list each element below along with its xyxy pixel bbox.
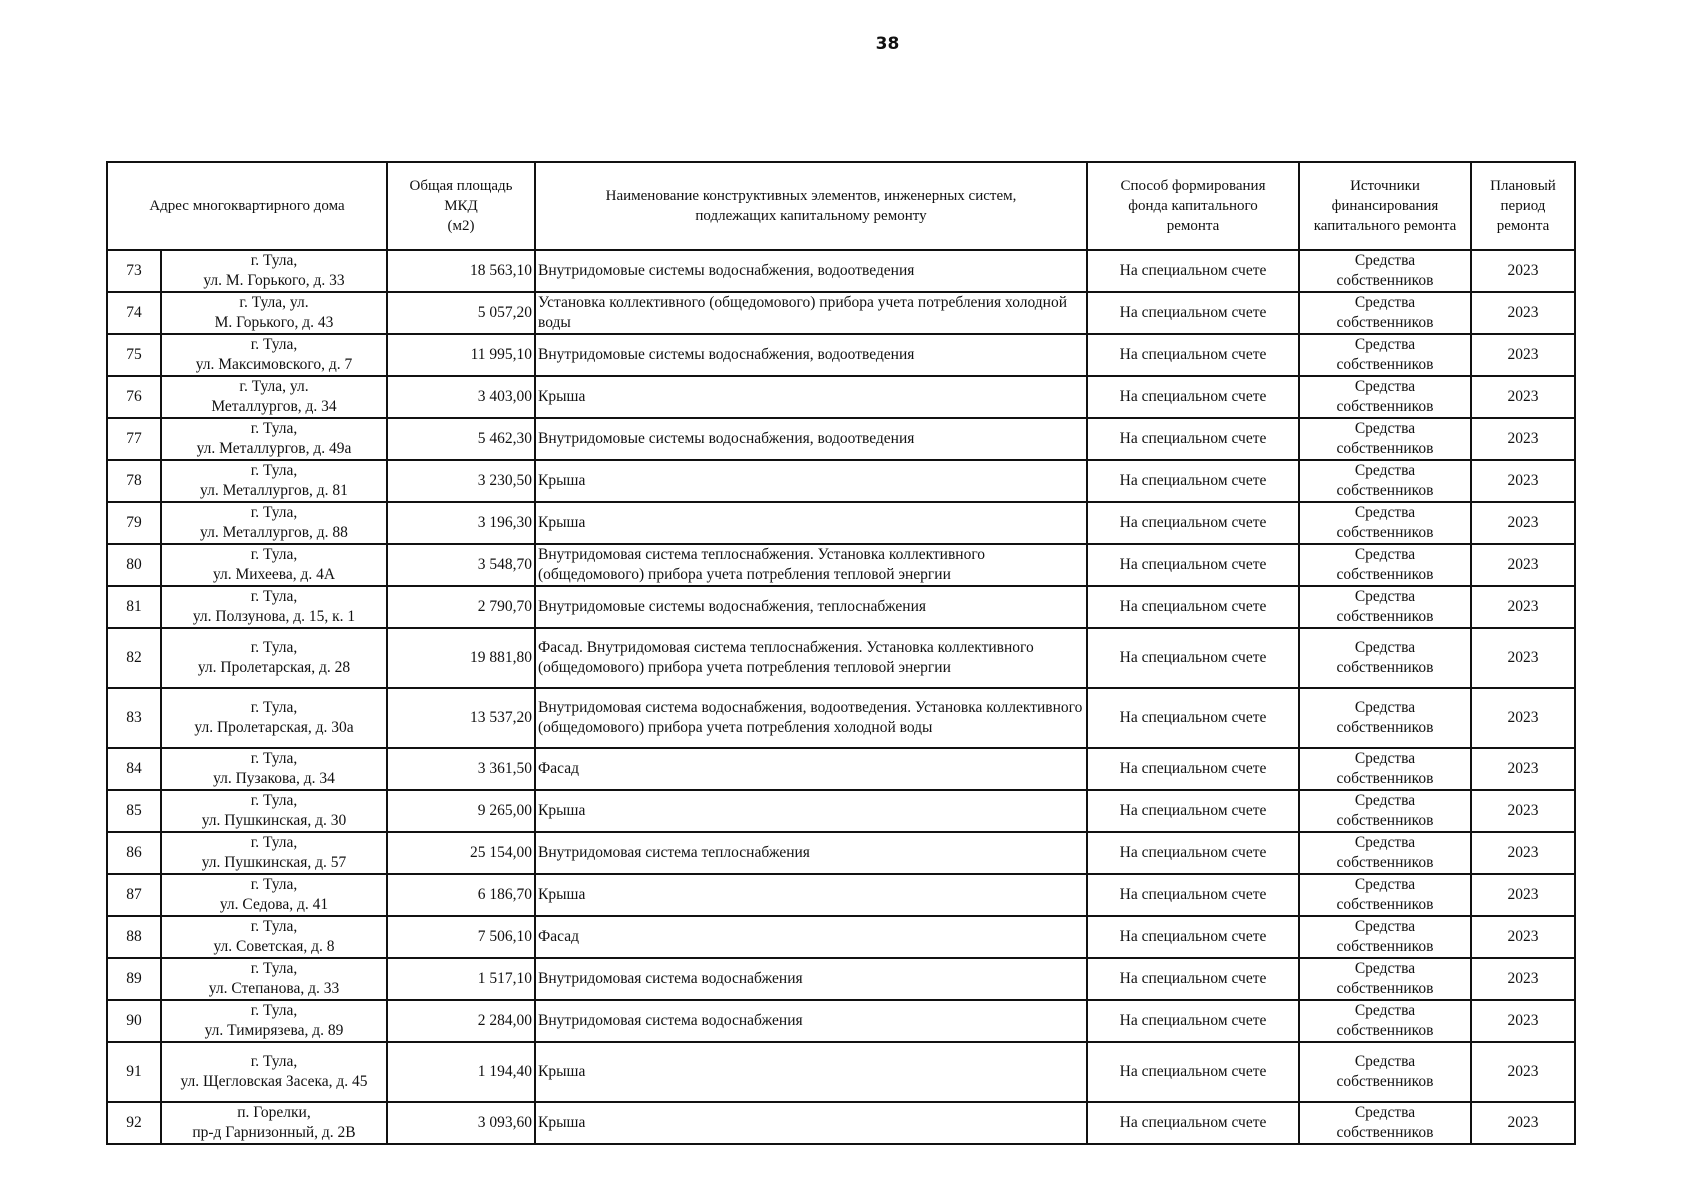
table-row bbox=[107, 1102, 1575, 1144]
row-elements: Внутридомовые системы водоснабжения, водоотведения bbox=[535, 334, 1087, 376]
row-elements: Внутридомовые системы водоснабжения, водоотведения bbox=[535, 250, 1087, 292]
row-source bbox=[1299, 874, 1471, 916]
address-line: г. Тула, bbox=[250, 639, 298, 656]
source-line: собственников bbox=[1336, 566, 1434, 583]
source-line: Средства bbox=[1354, 639, 1416, 656]
row-source bbox=[1299, 1042, 1471, 1102]
address-line: г. Тула, bbox=[250, 336, 298, 353]
row-period: 2023 bbox=[1471, 418, 1575, 460]
row-number: 81 bbox=[107, 586, 161, 628]
row-area: 1 194,40 bbox=[387, 1042, 535, 1102]
row-method: На специальном счете bbox=[1087, 1042, 1299, 1102]
table-body bbox=[107, 250, 1575, 1144]
table-row bbox=[107, 916, 1575, 958]
table-header-row bbox=[107, 162, 1575, 250]
row-address bbox=[161, 292, 387, 334]
address-line: ул. М. Горького, д. 33 bbox=[203, 272, 345, 289]
row-number: 78 bbox=[107, 460, 161, 502]
row-address bbox=[161, 748, 387, 790]
address-line: ул. Пролетарская, д. 28 bbox=[197, 659, 351, 676]
header-method-line: ремонта bbox=[1166, 218, 1220, 234]
table-row bbox=[107, 1042, 1575, 1102]
address-line: ул. Пузакова, д. 34 bbox=[213, 770, 335, 787]
address-line: ул. Степанова, д. 33 bbox=[208, 980, 340, 997]
row-period: 2023 bbox=[1471, 832, 1575, 874]
row-address bbox=[161, 250, 387, 292]
row-source bbox=[1299, 832, 1471, 874]
row-source bbox=[1299, 1000, 1471, 1042]
row-source bbox=[1299, 688, 1471, 748]
address-line: г. Тула, bbox=[250, 1002, 298, 1019]
row-method: На специальном счете bbox=[1087, 832, 1299, 874]
table-row bbox=[107, 376, 1575, 418]
row-area: 3 196,30 bbox=[387, 502, 535, 544]
row-period: 2023 bbox=[1471, 1042, 1575, 1102]
address-line: ул. Ползунова, д. 15, к. 1 bbox=[192, 608, 356, 625]
row-address bbox=[161, 418, 387, 460]
row-method: На специальном счете bbox=[1087, 1102, 1299, 1144]
table-row bbox=[107, 790, 1575, 832]
address-line: ул. Советская, д. 8 bbox=[213, 938, 335, 955]
row-source bbox=[1299, 628, 1471, 688]
row-number: 87 bbox=[107, 874, 161, 916]
row-source bbox=[1299, 1102, 1471, 1144]
row-period: 2023 bbox=[1471, 460, 1575, 502]
row-period: 2023 bbox=[1471, 1102, 1575, 1144]
source-line: Средства bbox=[1354, 504, 1416, 521]
source-line: Средства bbox=[1354, 1002, 1416, 1019]
source-line: Средства bbox=[1354, 420, 1416, 437]
source-line: Средства bbox=[1354, 750, 1416, 767]
header-method-line: Способ формирования bbox=[1120, 178, 1266, 194]
row-period: 2023 bbox=[1471, 586, 1575, 628]
table-row bbox=[107, 958, 1575, 1000]
row-elements: Внутридомовая система водоснабжения bbox=[535, 958, 1087, 1000]
source-line: Средства bbox=[1354, 588, 1416, 605]
row-source bbox=[1299, 250, 1471, 292]
row-elements: Внутридомовая система теплоснабжения bbox=[535, 832, 1087, 874]
row-elements: Крыша bbox=[535, 460, 1087, 502]
row-number: 74 bbox=[107, 292, 161, 334]
address-line: г. Тула, bbox=[250, 588, 298, 605]
row-elements: Внутридомовые системы водоснабжения, водоотведения bbox=[535, 418, 1087, 460]
row-area: 9 265,00 bbox=[387, 790, 535, 832]
row-period: 2023 bbox=[1471, 748, 1575, 790]
row-number: 92 bbox=[107, 1102, 161, 1144]
row-method: На специальном счете bbox=[1087, 250, 1299, 292]
row-source bbox=[1299, 916, 1471, 958]
address-line: ул. Седова, д. 41 bbox=[219, 896, 329, 913]
row-address bbox=[161, 688, 387, 748]
header-source-line: финансирования bbox=[1331, 198, 1439, 214]
row-number: 86 bbox=[107, 832, 161, 874]
address-line: г. Тула, bbox=[250, 252, 298, 269]
source-line: Средства bbox=[1354, 918, 1416, 935]
row-address bbox=[161, 628, 387, 688]
row-area: 5 462,30 bbox=[387, 418, 535, 460]
row-source bbox=[1299, 460, 1471, 502]
address-line: ул. Металлургов, д. 81 bbox=[200, 482, 348, 499]
row-elements: Фасад bbox=[535, 916, 1087, 958]
row-method: На специальном счете bbox=[1087, 292, 1299, 334]
header-area bbox=[387, 162, 535, 250]
table-row bbox=[107, 688, 1575, 748]
row-period: 2023 bbox=[1471, 334, 1575, 376]
address-line: ул. Тимирязева, д. 89 bbox=[204, 1022, 344, 1039]
source-line: Средства bbox=[1354, 699, 1416, 716]
row-source bbox=[1299, 334, 1471, 376]
row-source bbox=[1299, 790, 1471, 832]
source-line: собственников bbox=[1336, 938, 1434, 955]
source-line: Средства bbox=[1354, 546, 1416, 563]
header-source bbox=[1299, 162, 1471, 250]
row-elements: Крыша bbox=[535, 502, 1087, 544]
row-number: 91 bbox=[107, 1042, 161, 1102]
row-source bbox=[1299, 292, 1471, 334]
page-number: 38 bbox=[875, 34, 900, 54]
row-number: 89 bbox=[107, 958, 161, 1000]
row-elements: Внутридомовая система теплоснабжения. Установка коллективного (общедомового) прибора учета потребления тепловой энергии bbox=[535, 544, 1087, 586]
row-address bbox=[161, 832, 387, 874]
source-line: собственников bbox=[1336, 770, 1434, 787]
row-period: 2023 bbox=[1471, 628, 1575, 688]
row-number: 83 bbox=[107, 688, 161, 748]
table-row bbox=[107, 418, 1575, 460]
row-address bbox=[161, 874, 387, 916]
address-line: г. Тула, bbox=[250, 918, 298, 935]
source-line: Средства bbox=[1354, 792, 1416, 809]
row-area: 7 506,10 bbox=[387, 916, 535, 958]
address-line: г. Тула, bbox=[250, 420, 298, 437]
source-line: собственников bbox=[1336, 482, 1434, 499]
row-number: 85 bbox=[107, 790, 161, 832]
row-elements: Крыша bbox=[535, 1042, 1087, 1102]
source-line: Средства bbox=[1354, 378, 1416, 395]
row-number: 77 bbox=[107, 418, 161, 460]
address-line: ул. Щегловская Засека, д. 45 bbox=[180, 1073, 368, 1090]
row-area: 13 537,20 bbox=[387, 688, 535, 748]
row-method: На специальном счете bbox=[1087, 418, 1299, 460]
row-period: 2023 bbox=[1471, 292, 1575, 334]
address-line: ул. Максимовского, д. 7 bbox=[195, 356, 353, 373]
table-row bbox=[107, 250, 1575, 292]
row-area: 3 230,50 bbox=[387, 460, 535, 502]
row-method: На специальном счете bbox=[1087, 916, 1299, 958]
row-address bbox=[161, 376, 387, 418]
address-line: г. Тула, bbox=[250, 834, 298, 851]
table-row bbox=[107, 502, 1575, 544]
address-line: г. Тула, bbox=[250, 876, 298, 893]
header-method-line: фонда капитального bbox=[1128, 198, 1258, 214]
address-line: ул. Михеева, д. 4А bbox=[212, 566, 336, 583]
row-period: 2023 bbox=[1471, 544, 1575, 586]
row-number: 76 bbox=[107, 376, 161, 418]
row-area: 6 186,70 bbox=[387, 874, 535, 916]
source-line: Средства bbox=[1354, 294, 1416, 311]
source-line: собственников bbox=[1336, 1124, 1434, 1141]
table-row bbox=[107, 832, 1575, 874]
row-number: 80 bbox=[107, 544, 161, 586]
row-source bbox=[1299, 502, 1471, 544]
row-period: 2023 bbox=[1471, 250, 1575, 292]
source-line: собственников bbox=[1336, 812, 1434, 829]
source-line: Средства bbox=[1354, 336, 1416, 353]
row-address bbox=[161, 544, 387, 586]
header-period-line: Плановый bbox=[1490, 178, 1556, 194]
address-line: г. Тула, bbox=[250, 504, 298, 521]
row-area: 3 093,60 bbox=[387, 1102, 535, 1144]
row-elements: Крыша bbox=[535, 1102, 1087, 1144]
row-period: 2023 bbox=[1471, 376, 1575, 418]
table-row bbox=[107, 292, 1575, 334]
source-line: собственников bbox=[1336, 1022, 1434, 1039]
row-number: 75 bbox=[107, 334, 161, 376]
row-method: На специальном счете bbox=[1087, 586, 1299, 628]
row-method: На специальном счете bbox=[1087, 502, 1299, 544]
row-area: 1 517,10 bbox=[387, 958, 535, 1000]
table-row bbox=[107, 874, 1575, 916]
row-number: 88 bbox=[107, 916, 161, 958]
source-line: собственников bbox=[1336, 314, 1434, 331]
header-address: Адрес многоквартирного дома bbox=[107, 162, 387, 250]
table-row bbox=[107, 1000, 1575, 1042]
address-line: г. Тула, bbox=[250, 546, 298, 563]
address-line: ул. Металлургов, д. 88 bbox=[200, 524, 348, 541]
row-period: 2023 bbox=[1471, 790, 1575, 832]
address-line: г. Тула, bbox=[250, 960, 298, 977]
header-area-line: (м2) bbox=[447, 218, 475, 234]
row-area: 3 361,50 bbox=[387, 748, 535, 790]
row-period: 2023 bbox=[1471, 1000, 1575, 1042]
source-line: собственников bbox=[1336, 398, 1434, 415]
row-address bbox=[161, 1042, 387, 1102]
row-method: На специальном счете bbox=[1087, 790, 1299, 832]
header-elements-line: Наименование конструктивных элементов, инженерных систем, bbox=[605, 188, 1017, 204]
row-elements: Крыша bbox=[535, 376, 1087, 418]
source-line: собственников bbox=[1336, 1073, 1434, 1090]
source-line: Средства bbox=[1354, 462, 1416, 479]
source-line: собственников bbox=[1336, 356, 1434, 373]
address-line: ул. Пушкинская, д. 30 bbox=[201, 812, 347, 829]
row-elements: Крыша bbox=[535, 874, 1087, 916]
source-line: собственников bbox=[1336, 980, 1434, 997]
source-line: Средства bbox=[1354, 960, 1416, 977]
header-period bbox=[1471, 162, 1575, 250]
source-line: собственников bbox=[1336, 896, 1434, 913]
source-line: собственников bbox=[1336, 440, 1434, 457]
table-row bbox=[107, 460, 1575, 502]
address-line: М. Горького, д. 43 bbox=[214, 314, 334, 331]
row-address bbox=[161, 502, 387, 544]
address-line: г. Тула, bbox=[250, 1053, 298, 1070]
row-area: 5 057,20 bbox=[387, 292, 535, 334]
row-period: 2023 bbox=[1471, 874, 1575, 916]
row-area: 3 548,70 bbox=[387, 544, 535, 586]
repair-register-table bbox=[106, 161, 1576, 1145]
source-line: собственников bbox=[1336, 608, 1434, 625]
source-line: Средства bbox=[1354, 834, 1416, 851]
row-elements: Внутридомовые системы водоснабжения, теплоснабжения bbox=[535, 586, 1087, 628]
row-address bbox=[161, 790, 387, 832]
row-area: 25 154,00 bbox=[387, 832, 535, 874]
header-period-line: период bbox=[1500, 198, 1546, 214]
row-number: 79 bbox=[107, 502, 161, 544]
row-area: 11 995,10 bbox=[387, 334, 535, 376]
row-period: 2023 bbox=[1471, 916, 1575, 958]
address-line: г. Тула, bbox=[250, 462, 298, 479]
row-elements: Внутридомовая система водоснабжения bbox=[535, 1000, 1087, 1042]
header-elements-line: подлежащих капитальному ремонту bbox=[695, 208, 927, 224]
row-address bbox=[161, 916, 387, 958]
row-period: 2023 bbox=[1471, 688, 1575, 748]
address-line: г. Тула, ул. bbox=[239, 378, 309, 395]
source-line: собственников bbox=[1336, 659, 1434, 676]
row-source bbox=[1299, 418, 1471, 460]
table-row bbox=[107, 544, 1575, 586]
row-source bbox=[1299, 586, 1471, 628]
row-area: 18 563,10 bbox=[387, 250, 535, 292]
row-address bbox=[161, 958, 387, 1000]
row-method: На специальном счете bbox=[1087, 460, 1299, 502]
address-line: п. Горелки, bbox=[237, 1104, 311, 1121]
row-method: На специальном счете bbox=[1087, 1000, 1299, 1042]
row-method: На специальном счете bbox=[1087, 688, 1299, 748]
row-area: 2 284,00 bbox=[387, 1000, 535, 1042]
table-row bbox=[107, 586, 1575, 628]
row-address bbox=[161, 460, 387, 502]
row-method: На специальном счете bbox=[1087, 628, 1299, 688]
row-source bbox=[1299, 376, 1471, 418]
address-line: г. Тула, bbox=[250, 750, 298, 767]
source-line: собственников bbox=[1336, 272, 1434, 289]
row-address bbox=[161, 1102, 387, 1144]
row-number: 84 bbox=[107, 748, 161, 790]
header-method bbox=[1087, 162, 1299, 250]
row-elements: Крыша bbox=[535, 790, 1087, 832]
row-period: 2023 bbox=[1471, 958, 1575, 1000]
row-method: На специальном счете bbox=[1087, 958, 1299, 1000]
row-elements: Установка коллективного (общедомового) прибора учета потребления холодной воды bbox=[535, 292, 1087, 334]
row-method: На специальном счете bbox=[1087, 874, 1299, 916]
header-area-line: МКД bbox=[444, 198, 478, 214]
source-line: собственников bbox=[1336, 524, 1434, 541]
address-line: Металлургов, д. 34 bbox=[211, 398, 337, 415]
row-address bbox=[161, 586, 387, 628]
row-period: 2023 bbox=[1471, 502, 1575, 544]
row-source bbox=[1299, 748, 1471, 790]
address-line: г. Тула, bbox=[250, 699, 298, 716]
address-line: ул. Пролетарская, д. 30а bbox=[194, 719, 354, 736]
row-method: На специальном счете bbox=[1087, 334, 1299, 376]
row-source bbox=[1299, 544, 1471, 586]
table-row bbox=[107, 748, 1575, 790]
source-line: Средства bbox=[1354, 876, 1416, 893]
row-number: 90 bbox=[107, 1000, 161, 1042]
table-row bbox=[107, 334, 1575, 376]
row-method: На специальном счете bbox=[1087, 544, 1299, 586]
header-source-line: капитального ремонта bbox=[1313, 218, 1457, 234]
header-area-line: Общая площадь bbox=[409, 178, 513, 194]
row-address bbox=[161, 334, 387, 376]
row-method: На специальном счете bbox=[1087, 376, 1299, 418]
address-line: ул. Металлургов, д. 49а bbox=[196, 440, 352, 457]
row-address bbox=[161, 1000, 387, 1042]
row-number: 82 bbox=[107, 628, 161, 688]
row-area: 3 403,00 bbox=[387, 376, 535, 418]
row-elements: Фасад. Внутридомовая система теплоснабжения. Установка коллективного (общедомового) прибора учета потребления тепловой энергии bbox=[535, 628, 1087, 688]
header-source-line: Источники bbox=[1350, 178, 1420, 194]
address-line: г. Тула, bbox=[250, 792, 298, 809]
row-source bbox=[1299, 958, 1471, 1000]
row-area: 2 790,70 bbox=[387, 586, 535, 628]
source-line: собственников bbox=[1336, 719, 1434, 736]
address-line: г. Тула, ул. bbox=[239, 294, 309, 311]
header-elements bbox=[535, 162, 1087, 250]
source-line: Средства bbox=[1354, 1053, 1416, 1070]
row-elements: Внутридомовая система водоснабжения, водоотведения. Установка коллективного (общедомового) прибора учета потребления холодной воды bbox=[535, 688, 1087, 748]
row-number: 73 bbox=[107, 250, 161, 292]
source-line: собственников bbox=[1336, 854, 1434, 871]
header-period-line: ремонта bbox=[1496, 218, 1550, 234]
row-area: 19 881,80 bbox=[387, 628, 535, 688]
source-line: Средства bbox=[1354, 252, 1416, 269]
source-line: Средства bbox=[1354, 1104, 1416, 1121]
row-method: На специальном счете bbox=[1087, 748, 1299, 790]
address-line: пр-д Гарнизонный, д. 2В bbox=[192, 1124, 356, 1141]
row-elements: Фасад bbox=[535, 748, 1087, 790]
table-row bbox=[107, 628, 1575, 688]
address-line: ул. Пушкинская, д. 57 bbox=[201, 854, 347, 871]
